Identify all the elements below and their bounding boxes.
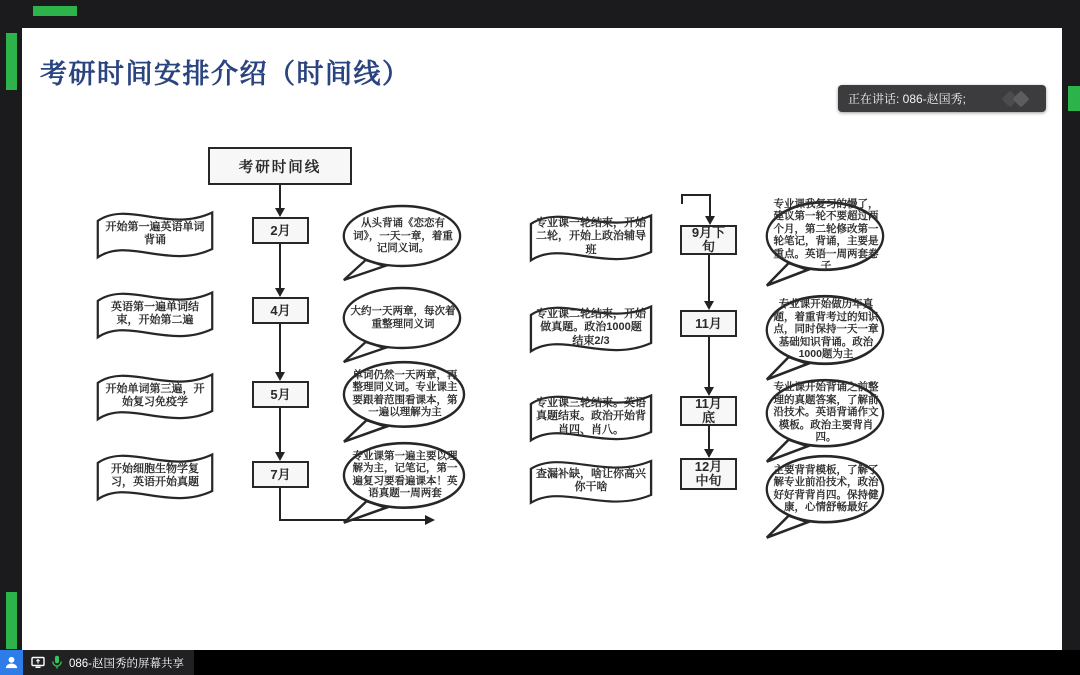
- banner: 专业课一轮结束，开始二轮，开始上政治辅导班: [528, 208, 654, 266]
- share-status-label: 086-赵国秀的屏幕共享: [69, 657, 185, 670]
- green-accent-left-bottom: [6, 592, 17, 649]
- arrow-down-icon: [275, 372, 285, 381]
- arrow-down-icon: [275, 208, 285, 217]
- month-box: 4月: [252, 297, 309, 324]
- speech-bubble: 专业课第一遍主要以理解为主，记笔记，第一遍复习要看遍课本！英语真题一周两套: [339, 441, 467, 527]
- month-box: 7月: [252, 461, 309, 488]
- banner: 专业课三轮结束。英语真题结束。政治开始背肖四、肖八。: [528, 388, 654, 446]
- month-box: 5月: [252, 381, 309, 408]
- month-box: 12月中旬: [680, 458, 737, 490]
- arrow-down-icon: [275, 288, 285, 297]
- microphone-icon: [51, 655, 63, 670]
- speech-bubble: 专业课开始背诵之前整理的真题答案，了解前沿技术。英语背诵作文模板。政治主要背肖四。: [762, 378, 886, 466]
- month-box: 2月: [252, 217, 309, 244]
- person-icon: [4, 655, 19, 670]
- month-box: 11月: [680, 310, 737, 337]
- green-accent-right: [1068, 86, 1080, 111]
- slide-title: 考研时间安排介绍（时间线）: [40, 59, 411, 89]
- connector: [279, 488, 281, 521]
- green-accent-left-top: [6, 33, 17, 90]
- banner: 开始细胞生物学复习，英语开始真题: [95, 447, 215, 505]
- arrow-down-icon: [275, 452, 285, 461]
- speech-bubble: 从头背诵《恋恋有词》，一天一章，着重记同义词。: [339, 204, 463, 284]
- arrow-down-icon: [705, 216, 715, 225]
- connector: [708, 255, 710, 303]
- shared-slide: [22, 28, 1062, 650]
- taskbar: [0, 650, 1080, 675]
- screen-share-status: [23, 650, 194, 675]
- banner: 开始第一遍英语单词背诵: [95, 205, 215, 263]
- arrow-down-icon: [704, 387, 714, 396]
- participants-button[interactable]: [0, 650, 23, 675]
- speech-bubble: 主要背背模板，了解了解专业前沿技术，政治好好背背肖四。保持健康，心情舒畅最好: [762, 454, 886, 542]
- connector: [708, 337, 710, 389]
- connector: [279, 324, 281, 374]
- connector: [708, 426, 710, 451]
- speech-bubble: 专业课开始做历年真题，着重背考过的知识点，同时保持一天一章基础知识背诵。政治1000题为主: [762, 294, 886, 384]
- connector: [681, 194, 711, 196]
- connector: [279, 244, 281, 290]
- screen-share-icon: [31, 656, 45, 669]
- banner: 英语第一遍单词结束，开始第二遍: [95, 285, 215, 343]
- connector: [709, 194, 711, 217]
- speech-bubble: 单词仍然一天两章，再整理同义词。专业课主要跟着范围看课本，第一遍以理解为主: [339, 360, 467, 446]
- arrow-down-icon: [704, 449, 714, 458]
- speech-bubble: 大约一天两章，每次着重整理同义词: [339, 286, 463, 366]
- green-accent-top: [33, 6, 77, 16]
- speaking-indicator[interactable]: [838, 85, 1046, 112]
- banner: 专业课二轮结束，开始做真题。政治1000题结束2/3: [528, 299, 654, 357]
- arrow-down-icon: [704, 301, 714, 310]
- connector: [279, 408, 281, 454]
- speaking-indicator-text: 正在讲话: 086-赵国秀;: [848, 92, 967, 106]
- voov-logo-icon: [1002, 91, 1036, 107]
- speech-bubble: 专业课我复习的慢了，建议第一轮不要超过两个月，第二轮修改第一轮笔记，背诵，主要是重点。英语一周两套卷子: [762, 200, 886, 290]
- month-box: 11月底: [680, 396, 737, 426]
- banner: 查漏补缺，啥让你高兴你干啥: [528, 454, 654, 508]
- flow-root-box: 考研时间线: [208, 147, 352, 185]
- month-box: 9月下旬: [680, 225, 737, 255]
- banner: 开始单词第三遍，开始复习免疫学: [95, 367, 215, 425]
